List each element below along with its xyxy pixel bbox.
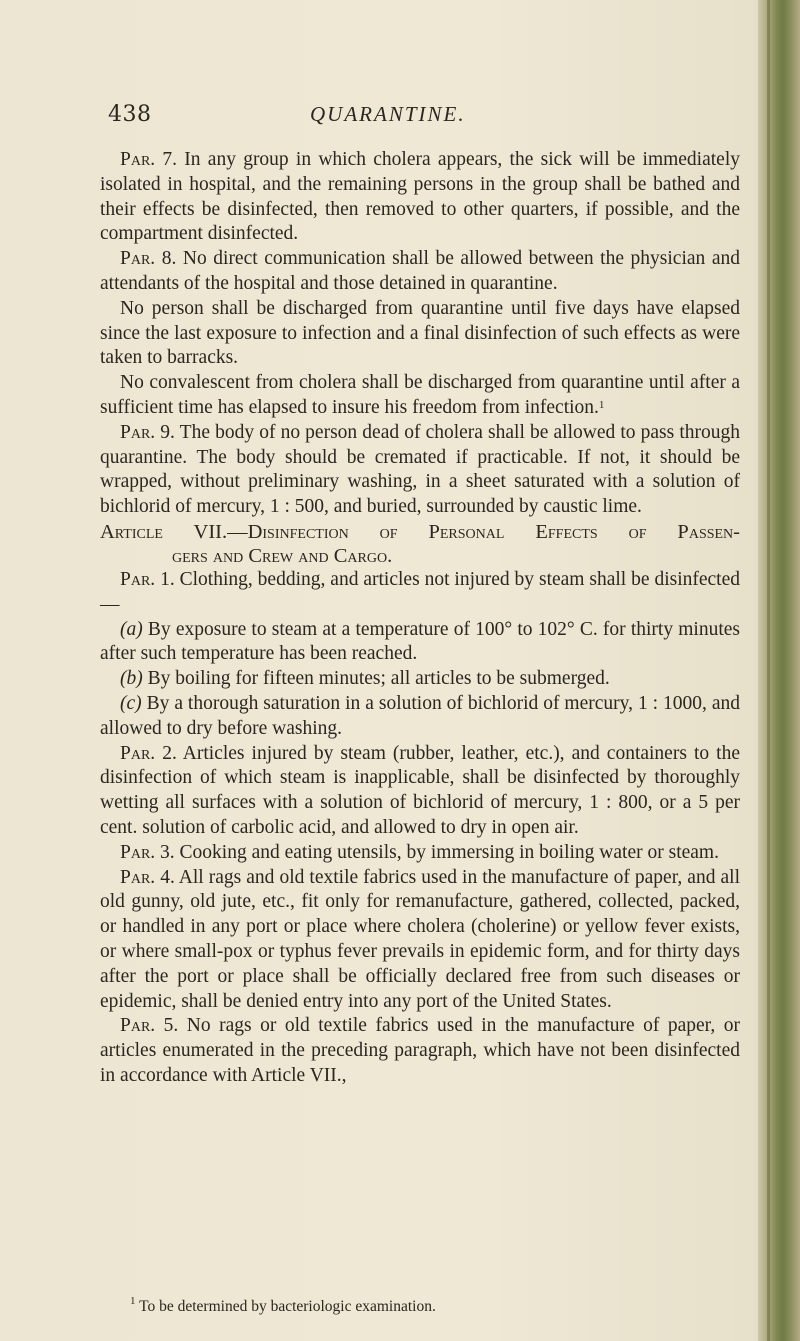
paragraph <box>100 297 740 371</box>
paragraph-text: 7. In any group in which cholera appears, the sick will be immediately isolated in hospital, and the remaining persons in the group shall be bathed and their effects be disinfected, then removed to other quarters, if possible, and the compartment disinfected. <box>100 149 740 245</box>
item-label: (c) <box>120 692 142 714</box>
page-edge <box>758 0 800 1341</box>
paragraph <box>100 841 740 866</box>
paragraph <box>100 667 740 692</box>
page-header <box>0 78 760 127</box>
paragraph-text: 2. Articles injured by steam (rubber, leather, etc.), and containers to the disinfection of which steam is inapplicable, shall be disinfected by thoroughly wetting all surfaces with a solution of bichlorid of mercury, 1 : 800, or a 5 per cent. solution of carbolic acid, and allowed to dry in open air. <box>100 742 740 838</box>
paragraph-text: By a thorough saturation in a solution of bichlorid of mercury, 1 : 1000, and allowed to dry before washing. <box>100 692 740 739</box>
paragraph-text: 4. All rags and old textile fabrics used in the manufacture of paper, and all old gunny, old jute, etc., fit only for remanufacture, gathered, collected, packed, or handled in any port or place where cholera (cholerine) or yellow fever exists, or where small-pox or typhus fever prevails in epidemic form, and for thirty days after the port or place shall be officially declared free from such diseases or epidemic, shall be denied entry into any port of the United States. <box>100 866 740 1012</box>
item-label: (a) <box>120 618 143 640</box>
paragraph-text: By boiling for fifteen minutes; all articles to be submerged. <box>142 668 610 690</box>
article-heading-line: Article VII.—Disinfection of Personal Effects of Passen- <box>100 520 740 543</box>
paragraph-text: 9. The body of no person dead of cholera shall be allowed to pass through quarantine. The body should be cremated if practicable. If not, it should be wrapped, without preliminary washing, in a sheet saturated with a solution of bichlorid of mercury, 1 : 500, and buried, surrounded by caustic lime. <box>100 421 740 518</box>
paragraph <box>100 692 740 742</box>
page-number: 438 <box>108 102 152 127</box>
footnote-text: To be determined by bacteriologic examination. <box>135 1298 436 1315</box>
paragraph <box>100 618 740 668</box>
running-head: QUARANTINE. <box>310 102 466 126</box>
paragraph-text: 1. Clothing, bedding, and articles not injured by steam shall be disinfected— <box>100 568 740 615</box>
item-label: (b) <box>120 668 143 690</box>
paragraph-text: 5. No rags or old textile fabrics used in the manufacture of paper, or articles enumerated in the preceding paragraph, which have not been disinfected in accordance with Article VII., <box>100 1015 740 1086</box>
footnote-ref: 1 <box>598 398 605 411</box>
paragraph-text: 3. Cooking and eating utensils, by immersing in boiling water or steam. <box>155 841 719 863</box>
footnote <box>130 1295 436 1316</box>
article-heading-line: gers and Crew and Cargo. <box>172 544 393 567</box>
par-label: Par. <box>120 568 156 590</box>
paragraph <box>100 866 740 1015</box>
paragraph <box>100 371 740 421</box>
page-edge-shadow <box>767 0 770 1341</box>
paragraph <box>100 148 740 247</box>
paragraph-text: 8. No direct communication shall be allowed between the physician and attendants of the hospital and those detained in quarantine. <box>100 248 740 294</box>
par-label: Par. <box>120 866 156 888</box>
article-heading <box>100 520 740 568</box>
par-label: Par. <box>120 149 156 170</box>
par-label: Par. <box>120 1015 156 1037</box>
paragraph <box>100 247 740 297</box>
par-label: Par. <box>120 742 156 764</box>
paragraph <box>100 742 740 841</box>
paragraph-text: By exposure to steam at a temperature of 100° to 102° C. for thirty minutes after such temperature has been reached. <box>100 618 740 665</box>
footnote-mark: 1 <box>130 1295 136 1307</box>
paragraph-text: No convalescent from cholera shall be discharged from quarantine until after a sufficient time has elapsed to insure his freedom from infection. <box>100 372 740 418</box>
paragraph <box>100 568 740 618</box>
paragraph <box>100 1014 740 1088</box>
paragraph-text: No person shall be discharged from quarantine until five days have elapsed since the last exposure to infection and a final disinfection of such effects as were taken to barracks. <box>100 297 740 369</box>
par-label: Par. <box>120 421 156 443</box>
paragraph <box>100 421 740 520</box>
par-label: Par. <box>120 248 156 270</box>
par-label: Par. <box>120 841 156 863</box>
body-text <box>100 148 740 1089</box>
